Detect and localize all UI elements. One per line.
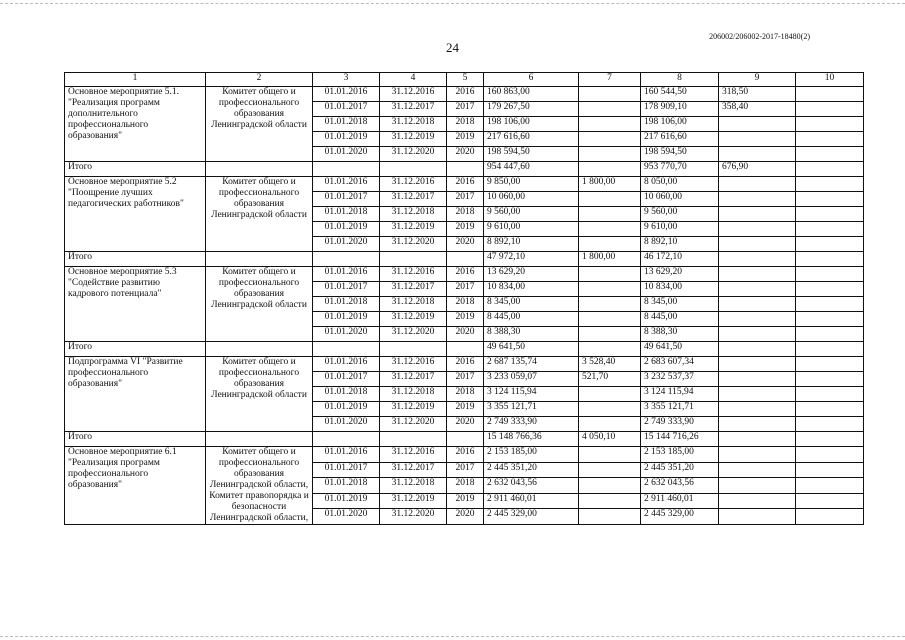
data-cell xyxy=(796,387,864,402)
data-cell: 31.12.2018 xyxy=(380,117,447,132)
data-cell: 2 153 185,00 xyxy=(484,447,579,463)
empty-cell xyxy=(447,432,484,447)
data-cell: 2 445 329,00 xyxy=(484,509,579,525)
table-row xyxy=(65,357,864,372)
data-cell: 2018 xyxy=(447,478,484,494)
total-cell: 15 148 766,36 xyxy=(484,432,579,447)
total-row xyxy=(65,252,864,267)
column-header: 6 xyxy=(484,73,579,87)
total-row xyxy=(65,432,864,447)
data-cell xyxy=(719,509,796,525)
data-cell xyxy=(796,372,864,387)
total-cell xyxy=(579,162,641,177)
data-cell xyxy=(796,402,864,417)
data-cell: 01.01.2019 xyxy=(313,312,380,327)
column-header: 1 xyxy=(65,73,206,87)
data-cell: 01.01.2020 xyxy=(313,417,380,432)
column-header: 10 xyxy=(796,73,864,87)
total-label: Итого xyxy=(65,432,206,447)
total-label: Итого xyxy=(65,252,206,267)
data-cell: 01.01.2018 xyxy=(313,117,380,132)
data-cell: 2019 xyxy=(447,312,484,327)
data-cell xyxy=(796,132,864,147)
data-cell xyxy=(796,417,864,432)
data-cell: 01.01.2017 xyxy=(313,372,380,387)
total-label: Итого xyxy=(65,342,206,357)
data-cell: 2020 xyxy=(447,509,484,525)
total-cell xyxy=(719,432,796,447)
data-cell xyxy=(579,478,641,494)
data-cell xyxy=(796,282,864,297)
column-header: 3 xyxy=(313,73,380,87)
data-cell: 2018 xyxy=(447,117,484,132)
data-cell: 2 749 333,90 xyxy=(484,417,579,432)
total-cell: 676,90 xyxy=(719,162,796,177)
data-cell xyxy=(579,447,641,463)
organization-cell: Комитет общего и профессионального образования Ленинградской области xyxy=(206,267,313,342)
total-cell: 1 800,00 xyxy=(579,252,641,267)
data-cell: 31.12.2016 xyxy=(380,357,447,372)
data-cell xyxy=(579,102,641,117)
data-cell xyxy=(719,177,796,192)
data-cell xyxy=(796,327,864,342)
empty-cell xyxy=(206,342,313,357)
data-cell: 01.01.2016 xyxy=(313,267,380,282)
data-cell xyxy=(579,192,641,207)
data-cell: 2 749 333,90 xyxy=(641,417,719,432)
data-cell: 01.01.2020 xyxy=(313,327,380,342)
data-cell: 179 267,50 xyxy=(484,102,579,117)
data-cell: 31.12.2019 xyxy=(380,402,447,417)
data-cell: 01.01.2016 xyxy=(313,447,380,463)
data-cell: 10 834,00 xyxy=(641,282,719,297)
data-cell xyxy=(579,327,641,342)
measure-name-cell: Подпрограмма VI "Развитие профессионального образования" xyxy=(65,357,206,432)
data-cell: 10 060,00 xyxy=(641,192,719,207)
data-cell: 01.01.2019 xyxy=(313,493,380,509)
data-cell xyxy=(579,117,641,132)
data-cell: 2017 xyxy=(447,282,484,297)
data-cell: 3 232 537,37 xyxy=(641,372,719,387)
data-cell: 13 629,20 xyxy=(484,267,579,282)
data-cell: 9 560,00 xyxy=(641,207,719,222)
data-cell xyxy=(796,222,864,237)
total-row xyxy=(65,342,864,357)
data-cell xyxy=(719,447,796,463)
total-cell: 4 050,10 xyxy=(579,432,641,447)
data-cell xyxy=(796,237,864,252)
data-cell: 01.01.2019 xyxy=(313,132,380,147)
data-cell: 9 610,00 xyxy=(484,222,579,237)
total-cell: 49 641,50 xyxy=(641,342,719,357)
data-cell: 01.01.2018 xyxy=(313,207,380,222)
data-cell xyxy=(719,478,796,494)
column-header: 9 xyxy=(719,73,796,87)
total-cell: 46 172,10 xyxy=(641,252,719,267)
data-cell xyxy=(719,267,796,282)
data-cell xyxy=(579,417,641,432)
data-cell: 160 863,00 xyxy=(484,87,579,102)
total-cell: 47 972,10 xyxy=(484,252,579,267)
measure-name-cell: Основное мероприятие 5.2 "Поощрение лучших педагогических работников" xyxy=(65,177,206,252)
data-cell: 2 445 351,20 xyxy=(484,462,579,478)
data-cell: 1 800,00 xyxy=(579,177,641,192)
top-page-edge xyxy=(0,3,905,4)
data-cell xyxy=(796,102,864,117)
data-cell xyxy=(719,132,796,147)
data-cell: 01.01.2018 xyxy=(313,478,380,494)
data-cell: 01.01.2016 xyxy=(313,357,380,372)
data-cell xyxy=(796,177,864,192)
column-header: 8 xyxy=(641,73,719,87)
data-cell: 01.01.2017 xyxy=(313,282,380,297)
data-cell xyxy=(719,387,796,402)
data-cell xyxy=(719,192,796,207)
data-cell: 2020 xyxy=(447,327,484,342)
data-cell: 31.12.2019 xyxy=(380,132,447,147)
data-cell: 31.12.2017 xyxy=(380,102,447,117)
data-cell: 01.01.2017 xyxy=(313,192,380,207)
column-header: 2 xyxy=(206,73,313,87)
data-cell: 198 594,50 xyxy=(484,147,579,162)
data-cell: 2017 xyxy=(447,192,484,207)
data-cell: 31.12.2019 xyxy=(380,493,447,509)
total-cell: 954 447,60 xyxy=(484,162,579,177)
measure-name-cell: Основное мероприятие 6.1 "Реализация программ профессионального образования" xyxy=(65,447,206,525)
budget-table xyxy=(64,72,864,525)
data-cell: 198 106,00 xyxy=(484,117,579,132)
table-row xyxy=(65,177,864,192)
empty-cell xyxy=(380,162,447,177)
column-header: 7 xyxy=(579,73,641,87)
data-cell: 31.12.2020 xyxy=(380,237,447,252)
total-cell: 15 144 716,26 xyxy=(641,432,719,447)
data-cell: 2016 xyxy=(447,357,484,372)
data-cell: 2019 xyxy=(447,493,484,509)
data-cell: 521,70 xyxy=(579,372,641,387)
data-cell: 31.12.2020 xyxy=(380,509,447,525)
data-cell: 31.12.2019 xyxy=(380,312,447,327)
data-cell xyxy=(579,147,641,162)
data-cell: 198 594,50 xyxy=(641,147,719,162)
empty-cell xyxy=(447,342,484,357)
data-cell: 2020 xyxy=(447,237,484,252)
data-cell: 01.01.2020 xyxy=(313,509,380,525)
data-cell xyxy=(719,357,796,372)
data-cell: 8 445,00 xyxy=(484,312,579,327)
data-cell: 01.01.2019 xyxy=(313,402,380,417)
data-cell xyxy=(796,478,864,494)
data-cell: 31.12.2016 xyxy=(380,447,447,463)
data-cell xyxy=(719,222,796,237)
data-cell: 2017 xyxy=(447,102,484,117)
organization-cell: Комитет общего и профессионального образования Ленинградской области xyxy=(206,87,313,162)
data-cell xyxy=(719,297,796,312)
data-cell: 9 610,00 xyxy=(641,222,719,237)
data-cell xyxy=(796,87,864,102)
data-cell: 01.01.2020 xyxy=(313,237,380,252)
data-cell xyxy=(579,297,641,312)
data-cell xyxy=(719,462,796,478)
data-cell: 2 632 043,56 xyxy=(484,478,579,494)
data-cell: 2 687 135,74 xyxy=(484,357,579,372)
data-cell: 9 850,00 xyxy=(484,177,579,192)
data-cell: 31.12.2018 xyxy=(380,297,447,312)
data-cell: 2016 xyxy=(447,87,484,102)
data-cell xyxy=(796,462,864,478)
data-cell: 01.01.2017 xyxy=(313,462,380,478)
page-number: 24 xyxy=(446,40,459,55)
data-cell: 217 616,60 xyxy=(484,132,579,147)
data-cell: 2020 xyxy=(447,147,484,162)
data-cell: 8 388,30 xyxy=(484,327,579,342)
empty-cell xyxy=(313,432,380,447)
data-cell xyxy=(579,402,641,417)
data-cell xyxy=(719,372,796,387)
measure-name-cell: Основное мероприятие 5.3 "Содействие развитию кадрового потенциала" xyxy=(65,267,206,342)
data-cell: 2 445 329,00 xyxy=(641,509,719,525)
data-cell: 31.12.2019 xyxy=(380,222,447,237)
total-cell xyxy=(796,252,864,267)
data-cell: 2016 xyxy=(447,447,484,463)
data-cell: 2018 xyxy=(447,207,484,222)
data-cell xyxy=(579,87,641,102)
data-cell: 2 911 460,01 xyxy=(641,493,719,509)
data-cell: 9 560,00 xyxy=(484,207,579,222)
total-cell xyxy=(796,432,864,447)
document-code: 206002/206002-2017-18480(2) xyxy=(709,32,810,41)
data-cell xyxy=(796,192,864,207)
data-cell: 01.01.2016 xyxy=(313,87,380,102)
header-row xyxy=(65,73,864,87)
data-cell: 2018 xyxy=(447,297,484,312)
data-cell xyxy=(719,237,796,252)
data-cell: 8 892,10 xyxy=(484,237,579,252)
table-row xyxy=(65,267,864,282)
data-cell: 3 528,40 xyxy=(579,357,641,372)
data-cell xyxy=(719,327,796,342)
data-cell xyxy=(796,493,864,509)
data-cell: 31.12.2018 xyxy=(380,478,447,494)
data-cell: 31.12.2017 xyxy=(380,192,447,207)
data-cell xyxy=(719,417,796,432)
empty-cell xyxy=(447,252,484,267)
total-cell: 49 641,50 xyxy=(484,342,579,357)
data-cell: 31.12.2017 xyxy=(380,462,447,478)
data-cell: 160 544,50 xyxy=(641,87,719,102)
data-cell xyxy=(719,147,796,162)
data-cell: 01.01.2018 xyxy=(313,297,380,312)
column-header: 5 xyxy=(447,73,484,87)
data-cell: 2017 xyxy=(447,462,484,478)
data-cell xyxy=(579,312,641,327)
data-cell: 01.01.2018 xyxy=(313,387,380,402)
empty-cell xyxy=(380,432,447,447)
column-header: 4 xyxy=(380,73,447,87)
data-cell: 178 909,10 xyxy=(641,102,719,117)
data-cell xyxy=(579,267,641,282)
data-cell: 31.12.2020 xyxy=(380,147,447,162)
measure-name-cell: Основное мероприятие 5.1. "Реализация программ дополнительного профессионального образования" xyxy=(65,87,206,162)
total-cell xyxy=(579,342,641,357)
data-cell: 2019 xyxy=(447,222,484,237)
total-row xyxy=(65,162,864,177)
data-cell: 2016 xyxy=(447,267,484,282)
data-cell: 318,50 xyxy=(719,87,796,102)
data-cell: 3 124 115,94 xyxy=(641,387,719,402)
data-cell xyxy=(796,147,864,162)
data-cell: 10 060,00 xyxy=(484,192,579,207)
data-cell: 2 911 460,01 xyxy=(484,493,579,509)
data-cell xyxy=(579,282,641,297)
data-cell: 8 345,00 xyxy=(641,297,719,312)
data-cell: 3 124 115,94 xyxy=(484,387,579,402)
data-cell: 8 388,30 xyxy=(641,327,719,342)
data-cell xyxy=(796,312,864,327)
data-cell xyxy=(719,493,796,509)
data-cell: 31.12.2020 xyxy=(380,417,447,432)
data-cell: 3 355 121,71 xyxy=(484,402,579,417)
data-cell: 2016 xyxy=(447,177,484,192)
data-cell xyxy=(579,237,641,252)
empty-cell xyxy=(380,252,447,267)
data-cell: 2017 xyxy=(447,372,484,387)
data-cell: 3 233 059,07 xyxy=(484,372,579,387)
data-cell xyxy=(796,117,864,132)
total-cell xyxy=(796,162,864,177)
organization-cell: Комитет общего и профессионального образования Ленинградской области, Комитет правопорядка и безопасности Ленинградской области, xyxy=(206,447,313,525)
data-cell: 31.12.2017 xyxy=(380,282,447,297)
data-cell: 198 106,00 xyxy=(641,117,719,132)
data-cell: 8 892,10 xyxy=(641,237,719,252)
total-label: Итого xyxy=(65,162,206,177)
bottom-page-edge xyxy=(0,636,905,637)
data-cell xyxy=(796,297,864,312)
data-cell xyxy=(719,282,796,297)
data-cell: 13 629,20 xyxy=(641,267,719,282)
empty-cell xyxy=(380,342,447,357)
table-row xyxy=(65,447,864,463)
data-cell xyxy=(579,462,641,478)
data-cell: 8 345,00 xyxy=(484,297,579,312)
empty-cell xyxy=(206,162,313,177)
total-cell xyxy=(719,252,796,267)
data-cell xyxy=(719,117,796,132)
data-cell xyxy=(719,402,796,417)
data-cell: 2 153 185,00 xyxy=(641,447,719,463)
data-cell: 31.12.2018 xyxy=(380,207,447,222)
data-cell xyxy=(579,207,641,222)
data-cell xyxy=(719,312,796,327)
data-cell xyxy=(579,222,641,237)
data-cell: 2018 xyxy=(447,387,484,402)
data-cell: 2 632 043,56 xyxy=(641,478,719,494)
organization-cell: Комитет общего и профессионального образования Ленинградской области xyxy=(206,357,313,432)
empty-cell xyxy=(447,162,484,177)
data-cell: 2 683 607,34 xyxy=(641,357,719,372)
empty-cell xyxy=(313,252,380,267)
data-cell: 01.01.2019 xyxy=(313,222,380,237)
data-cell: 31.12.2020 xyxy=(380,327,447,342)
data-cell: 10 834,00 xyxy=(484,282,579,297)
data-cell xyxy=(719,207,796,222)
data-cell xyxy=(796,267,864,282)
data-cell: 31.12.2017 xyxy=(380,372,447,387)
data-cell: 01.01.2020 xyxy=(313,147,380,162)
data-cell: 01.01.2017 xyxy=(313,102,380,117)
data-cell xyxy=(579,509,641,525)
data-cell xyxy=(579,493,641,509)
data-cell: 358,40 xyxy=(719,102,796,117)
table-row xyxy=(65,87,864,102)
data-cell: 01.01.2016 xyxy=(313,177,380,192)
total-cell xyxy=(719,342,796,357)
data-cell xyxy=(796,509,864,525)
total-cell xyxy=(796,342,864,357)
data-cell xyxy=(579,132,641,147)
organization-cell: Комитет общего и профессионального образования Ленинградской области xyxy=(206,177,313,252)
total-cell: 953 770,70 xyxy=(641,162,719,177)
data-cell: 2020 xyxy=(447,417,484,432)
data-cell xyxy=(796,447,864,463)
empty-cell xyxy=(206,432,313,447)
data-cell: 31.12.2016 xyxy=(380,87,447,102)
data-cell xyxy=(796,207,864,222)
data-cell: 2019 xyxy=(447,402,484,417)
empty-cell xyxy=(313,342,380,357)
empty-cell xyxy=(313,162,380,177)
data-cell: 2019 xyxy=(447,132,484,147)
data-cell xyxy=(796,357,864,372)
data-cell: 2 445 351,20 xyxy=(641,462,719,478)
data-cell: 31.12.2016 xyxy=(380,267,447,282)
data-cell xyxy=(579,387,641,402)
data-cell: 217 616,60 xyxy=(641,132,719,147)
data-cell: 8 445,00 xyxy=(641,312,719,327)
data-cell: 31.12.2018 xyxy=(380,387,447,402)
empty-cell xyxy=(206,252,313,267)
data-cell: 3 355 121,71 xyxy=(641,402,719,417)
data-cell: 8 050,00 xyxy=(641,177,719,192)
data-cell: 31.12.2016 xyxy=(380,177,447,192)
